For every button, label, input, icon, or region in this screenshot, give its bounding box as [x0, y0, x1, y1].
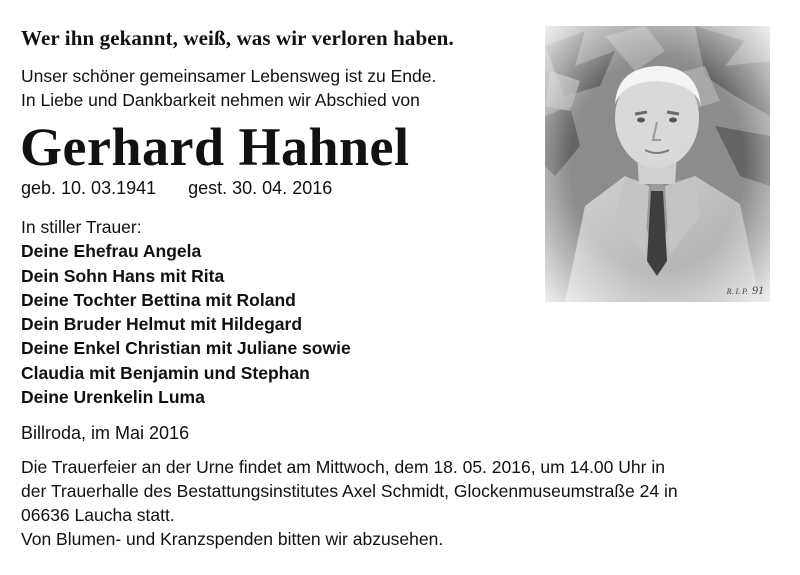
birth-date: geb. 10. 03.1941: [21, 178, 157, 198]
place-date: Billroda, im Mai 2016: [21, 423, 190, 443]
mourners-label: In stiller Trauer:: [21, 217, 142, 237]
life-dates: [21, 178, 332, 199]
intro-text: [21, 64, 436, 112]
list-item: Dein Bruder Helmut mit Hildegard: [21, 314, 303, 335]
ceremony-line: 06636 Laucha statt.: [21, 505, 175, 525]
mourners-list: [21, 215, 351, 409]
ceremony-line: Von Blumen- und Kranzspenden bitten wir abzusehen.: [21, 529, 444, 549]
list-item: Deine Tochter Bettina mit Roland: [21, 289, 296, 310]
list-item: Deine Ehefrau Angela: [21, 241, 202, 262]
ceremony-info: [21, 455, 781, 551]
list-item: Claudia mit Benjamin und Stephan: [21, 362, 310, 383]
ceremony-line: Die Trauerfeier an der Urne findet am Mittwoch, dem 18. 05. 2016, um 14.00 Uhr in: [21, 457, 665, 477]
photo-signature: R. I. P. 91: [726, 283, 764, 297]
list-item: Deine Enkel Christian mit Juliane sowie: [21, 338, 351, 359]
death-date: gest. 30. 04. 2016: [188, 178, 333, 198]
list-item: Dein Sohn Hans mit Rita: [21, 265, 225, 286]
ceremony-line: der Trauerhalle des Bestattungsinstitutes Axel Schmidt, Glockenmuseumstraße 24 in: [21, 481, 678, 501]
intro-line: In Liebe und Dankbarkeit nehmen wir Abschied von: [21, 90, 420, 110]
portrait-illustration: [545, 26, 770, 302]
intro-line: Unser schöner gemeinsamer Lebensweg ist zu Ende.: [21, 66, 437, 86]
motto-heading: Wer ihn gekannt, weiß, was wir verloren haben.: [21, 26, 454, 50]
list-item: Deine Urenkelin Luma: [21, 387, 205, 408]
portrait-photo: [545, 26, 770, 302]
deceased-name: Gerhard Hahnel: [20, 117, 410, 177]
